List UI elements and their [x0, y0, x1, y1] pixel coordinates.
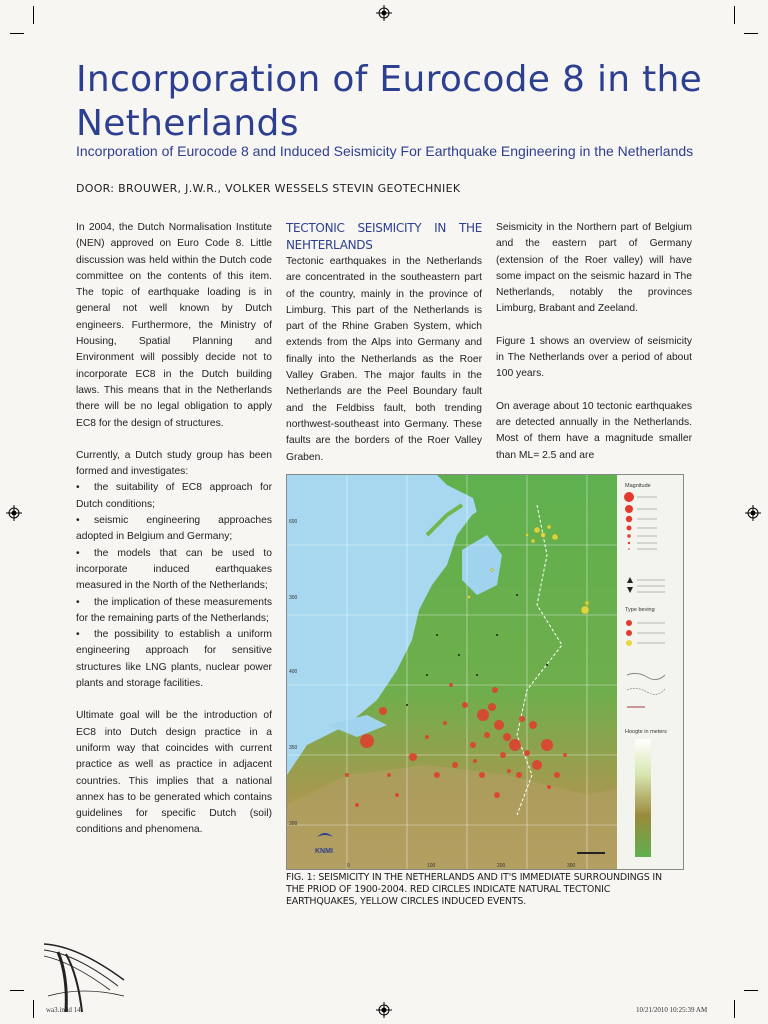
- y-tick-label: 300: [289, 595, 298, 601]
- legend-height-title: Hoogte in meters: [625, 729, 667, 735]
- seismicity-map: [287, 475, 683, 869]
- list-item: • the possibility to establish a uniform engineering approach for sensitive structures like LNG plants, nuclear power plants and storage facilities.: [76, 627, 272, 692]
- paragraph: Tectonic earthquakes in the Netherlands are concentrated in the southeastern part of the country, mainly in the province of Limburg. This part of the Netherlands is part of the Rhine Graben System, which extends from the Alps into Germany and finally into the Netherlands as the Roer Valley Graben. The major faults in the Netherlands are the Peel Boundary fault and the Feldbiss fault, both trending northwest-southeast into Germany. These faults are the borders of the Roer Valley Graben.: [286, 256, 482, 463]
- crop-mark: [33, 6, 34, 24]
- section-heading: TECTONIC SEISMICITY IN THE NEHTERLANDS: [286, 221, 482, 252]
- y-tick-label: 300: [289, 821, 298, 827]
- seismicity-map-figure: [286, 474, 684, 870]
- crop-mark: [33, 1000, 34, 1018]
- footer-timestamp: 10/21/2010 10:25:39 AM: [636, 1006, 708, 1014]
- bullet-list: [76, 480, 272, 692]
- registration-mark-icon: [6, 505, 22, 521]
- paragraph: In 2004, the Dutch Normalisation Institute (NEN) approved on Euro Code 8. Little discussion was held within the Dutch code committee on the contents of this item. The topic of earthquake loading is in general not well known by Dutch engineers. Furthermore, the Ministry of Housing, Spatial Planning and Environment will possibly decide not to incorporate EC8 in the Dutch building laws. This means that in the Netherlands there will be no legal obligation to apply EC8 for the design of structures.: [76, 222, 272, 429]
- page-subtitle: Incorporation of Eurocode 8 and Induced Seismicity For Earthquake Engineering in the Netherlands: [76, 143, 694, 159]
- registration-mark-icon: [376, 5, 392, 21]
- paragraph: Ultimate goal will be the introduction of EC8 into Dutch design practice in a uniform way that coincides with current practice as well as practice in adjacent countries. This implies that a national annex has to be generated which contains guidelines for specific Dutch (soil) conditions and phenomena.: [76, 710, 272, 836]
- x-tick-label: 0: [347, 863, 350, 869]
- y-tick-label: 350: [289, 745, 298, 751]
- x-tick-label: 100: [427, 863, 436, 869]
- column-1: [76, 220, 272, 855]
- paragraph: Figure 1 shows an overview of seismicity in The Netherlands over a period of about 100 years.: [496, 335, 692, 380]
- journal-logo: [38, 936, 128, 1016]
- page-title: Incorporation of Eurocode 8 in the Netherlands: [76, 59, 703, 144]
- crop-mark: [744, 33, 758, 34]
- y-tick-label: 400: [289, 669, 298, 675]
- paragraph: Seismicity in the Northern part of Belgium and the eastern part of Germany (extension of the Roer valley) will have some impact on the seismic hazard in The Netherlands, notably the provinces Limburg, Brabant and Zeeland.: [496, 222, 692, 315]
- y-tick-label: 600: [289, 519, 298, 525]
- crop-mark: [734, 6, 735, 24]
- legend-type-title: Type beving: [625, 607, 655, 613]
- crop-mark: [744, 990, 758, 991]
- figure-caption: FIG. 1: SEISMICITY IN THE NETHERLANDS AND IT'S IMMEDIATE SURROUNDINGS IN THE PRIOD OF 1900-2004. RED CIRCLES INDICATE NATURAL TECTONIC EARTHQUAKES, YELLOW CIRCLES INDUCED EVENTS.: [286, 872, 662, 907]
- crop-mark: [10, 990, 24, 991]
- column-2: [286, 220, 482, 482]
- list-item: • the implication of these measurements for the remaining parts of the Netherlands;: [76, 595, 272, 628]
- footer-file-info: wa3.indd 14: [46, 1006, 81, 1014]
- registration-mark-icon: [745, 505, 761, 521]
- crop-mark: [734, 1000, 735, 1018]
- list-item: • seismic engineering approaches adopted in Belgium and Germany;: [76, 513, 272, 546]
- knmi-logo-text: KNMI: [315, 848, 333, 855]
- list-item: • the models that can be used to incorporate induced earthquakes measured in the North of the Netherlands;: [76, 546, 272, 595]
- paragraph: On average about 10 tectonic earthquakes are detected annually in the Netherlands. Most of them have a magnitude smaller than ML= 2.5 and are: [496, 400, 692, 461]
- x-tick-label: 300: [567, 863, 576, 869]
- x-tick-label: 200: [497, 863, 506, 869]
- legend-magnitude-title: Magnitude: [625, 483, 651, 489]
- list-item: • the suitability of EC8 approach for Dutch conditions;: [76, 480, 272, 513]
- author-byline: DOOR: BROUWER, J.W.R., VOLKER WESSELS STEVIN GEOTECHNIEK: [76, 182, 461, 195]
- registration-mark-icon: [376, 1002, 392, 1018]
- crop-mark: [10, 33, 24, 34]
- paragraph: Currently, a Dutch study group has been formed and investigates:: [76, 449, 272, 478]
- height-scale: [635, 739, 651, 857]
- column-3: [496, 220, 692, 480]
